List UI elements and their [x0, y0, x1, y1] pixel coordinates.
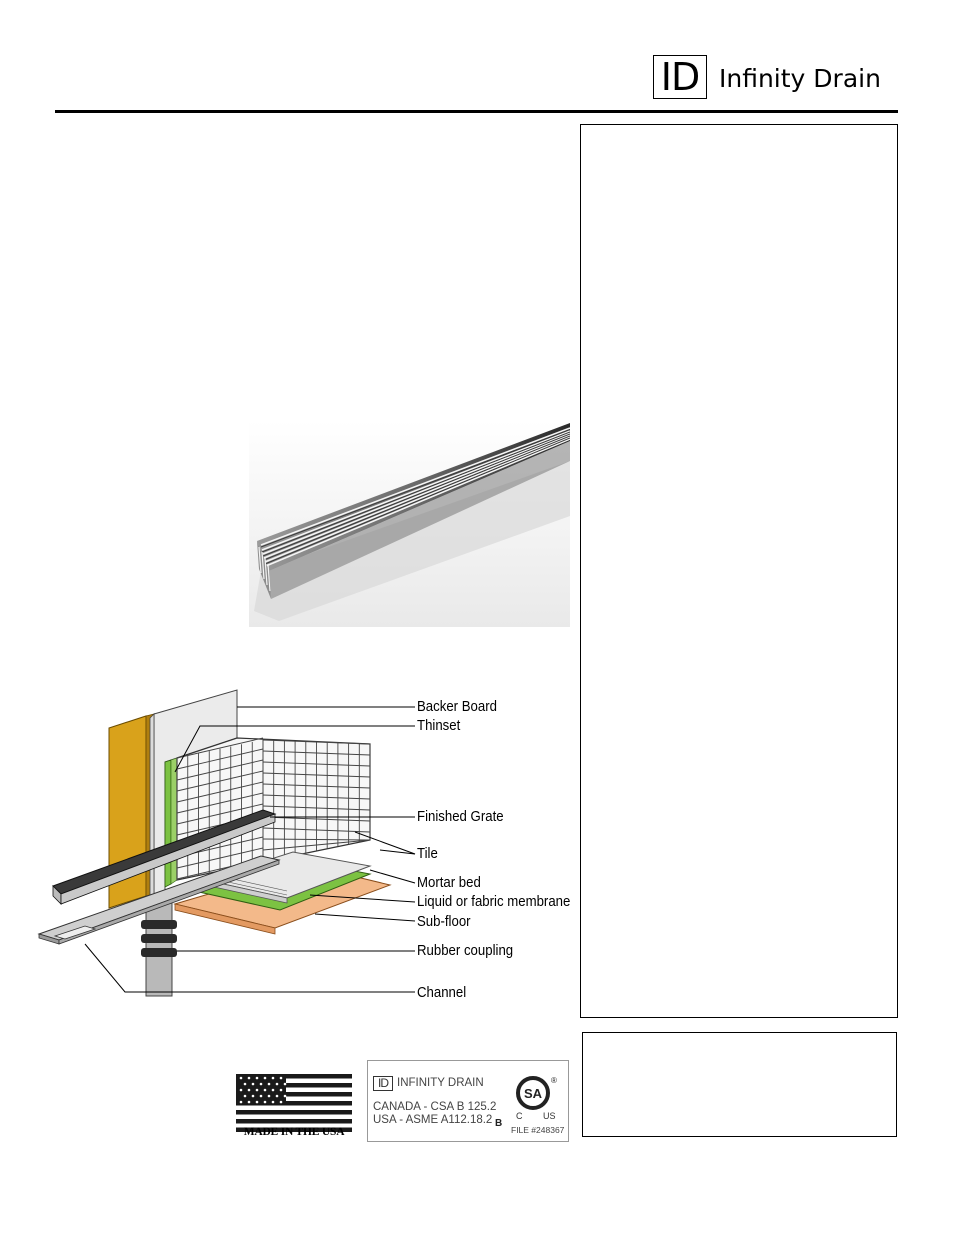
made-in-usa-caption: MADE IN THE USA — [243, 1126, 345, 1138]
cert-file-number: FILE #248367 — [511, 1125, 565, 1135]
callout-rubber-coupling: Rubber coupling — [417, 942, 514, 959]
callout-finished-grate: Finished Grate — [417, 808, 504, 825]
specification-panel — [580, 124, 898, 1018]
callout-thinset: Thinset — [417, 717, 461, 734]
callout-backer-board: Backer Board — [417, 698, 497, 715]
callout-membrane: Liquid or fabric membrane — [417, 893, 571, 910]
cert-logo-initials: ID — [373, 1076, 393, 1091]
csa-c-mark: C — [516, 1111, 523, 1121]
cert-brand: INFINITY DRAIN — [397, 1077, 484, 1089]
rubber-coupling-band — [141, 920, 177, 929]
certification-label — [367, 1060, 569, 1142]
svg-text:®: ® — [551, 1076, 557, 1085]
callout-channel: Channel — [417, 984, 467, 1001]
cert-class: B — [495, 1118, 503, 1129]
callout-tile: Tile — [417, 845, 438, 862]
brand-logo — [653, 55, 899, 101]
callout-sub-floor: Sub-floor — [417, 913, 471, 930]
thinset-layer — [165, 760, 171, 887]
csa-us-mark: US — [543, 1111, 556, 1121]
svg-text:SA: SA — [523, 1086, 543, 1101]
grate-product-image — [249, 421, 570, 627]
logo-name: Infinity Drain — [719, 64, 881, 93]
notes-panel — [582, 1032, 897, 1137]
callout-mortar-bed: Mortar bed — [417, 874, 481, 891]
cert-standard-canada: CANADA - CSA B 125.2 — [373, 1101, 497, 1113]
csa-certification-icon — [513, 1073, 559, 1127]
logo-initials: ID — [653, 55, 707, 99]
cert-standard-usa: USA - ASME A112.18.2 — [373, 1114, 493, 1126]
header-rule — [55, 110, 898, 113]
